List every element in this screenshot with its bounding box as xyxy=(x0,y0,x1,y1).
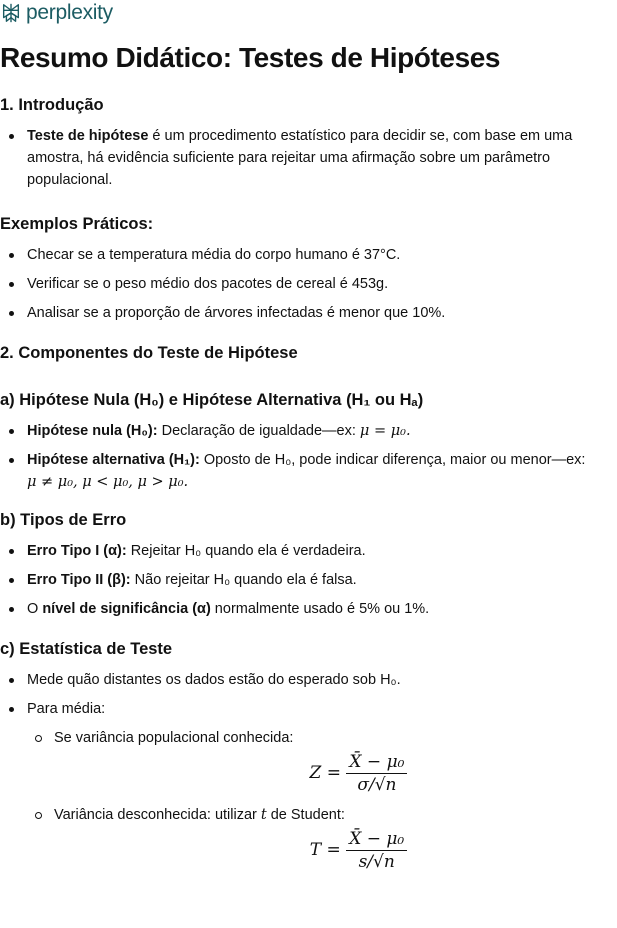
brand-name: perplexity xyxy=(26,1,113,24)
examples-list xyxy=(0,244,617,324)
sig-prefix: O xyxy=(27,601,43,617)
intro-list xyxy=(0,125,617,191)
bold-term: Teste de hipótese xyxy=(27,128,149,144)
t-fraction xyxy=(346,828,407,873)
intro-text: é um procedimento estatístico para decidir se, com base em uma amostra, há evidência suficiente para rejeitar uma afirmação sobre um parâmetro populacional. xyxy=(27,128,573,188)
section-heading-statistic: c) Estatística de Teste xyxy=(0,640,173,658)
section-heading-intro: 1. Introdução xyxy=(0,96,104,114)
sig-text: normalmente usado é 5% ou 1%. xyxy=(210,601,430,617)
bold-term: Hipótese alternativa (H₁): xyxy=(27,452,200,468)
sub2-suffix: de Student: xyxy=(266,807,345,823)
alt-text: Oposto de H₀, pode indicar diferença, maior ou menor—ex: xyxy=(199,452,586,468)
z-lhs: Z = xyxy=(309,763,342,783)
bold-term: Hipótese nula (H₀): xyxy=(27,423,158,439)
t-symbol: t xyxy=(260,807,267,823)
hypotheses-list xyxy=(0,420,617,493)
section-heading-hypotheses: a) Hipótese Nula (H₀) e Hipótese Alternativa (H₁ ou Hₐ) xyxy=(0,391,424,409)
null-text: Declaração de igualdade—ex: xyxy=(157,423,360,439)
null-formula: μ = μ₀. xyxy=(359,423,411,439)
section-heading-components: 2. Componentes do Teste de Hipótese xyxy=(0,344,298,362)
bold-term: nível de significância (α) xyxy=(42,601,211,617)
z-denominator: σ/√n xyxy=(357,775,397,795)
perplexity-logo-icon xyxy=(0,2,22,24)
list-item: Mede quão distantes os dados estão do esperado sob H₀. xyxy=(0,669,617,691)
t-denominator: s/√n xyxy=(358,852,395,872)
list-item xyxy=(0,598,617,620)
bold-term: Erro Tipo II (β): xyxy=(27,572,131,588)
list-item xyxy=(0,540,617,562)
z-fraction xyxy=(346,751,407,796)
alt-formula: μ ≠ μ₀, μ < μ₀, μ > μ₀. xyxy=(27,474,189,490)
sub2-prefix: Variância desconhecida: utilizar xyxy=(54,807,261,823)
statistic-sublist xyxy=(0,804,617,826)
list-item xyxy=(0,449,617,493)
type2-text: Não rejeitar H₀ quando ela é falsa. xyxy=(130,572,357,588)
page-title: Resumo Didático: Testes de Hipóteses xyxy=(0,42,501,73)
bold-term: Erro Tipo I (α): xyxy=(27,543,127,559)
t-lhs: T = xyxy=(309,840,341,860)
list-item xyxy=(0,569,617,591)
z-formula xyxy=(0,751,617,796)
section-heading-examples: Exemplos Práticos: xyxy=(0,215,154,233)
list-item: Analisar se a proporção de árvores infectadas é menor que 10%. xyxy=(0,302,617,324)
sub-list-item xyxy=(0,804,617,826)
t-formula xyxy=(0,828,617,873)
sub-list-item: Se variância populacional conhecida: xyxy=(0,727,617,749)
t-numerator: X̄ − μ₀ xyxy=(346,828,407,851)
answer-content xyxy=(0,38,617,873)
z-numerator: X̄ − μ₀ xyxy=(346,751,407,774)
type1-text: Rejeitar H₀ quando ela é verdadeira. xyxy=(126,543,366,559)
brand-logo[interactable] xyxy=(0,0,113,26)
statistic-list xyxy=(0,669,617,749)
errors-list xyxy=(0,540,617,620)
list-item: Verificar se o peso médio dos pacotes de cereal é 453g. xyxy=(0,273,617,295)
list-item: Checar se a temperatura média do corpo humano é 37°C. xyxy=(0,244,617,266)
list-item: Para média: xyxy=(0,698,617,720)
list-item xyxy=(0,420,617,442)
section-heading-errors: b) Tipos de Erro xyxy=(0,511,127,529)
list-item xyxy=(0,125,617,191)
